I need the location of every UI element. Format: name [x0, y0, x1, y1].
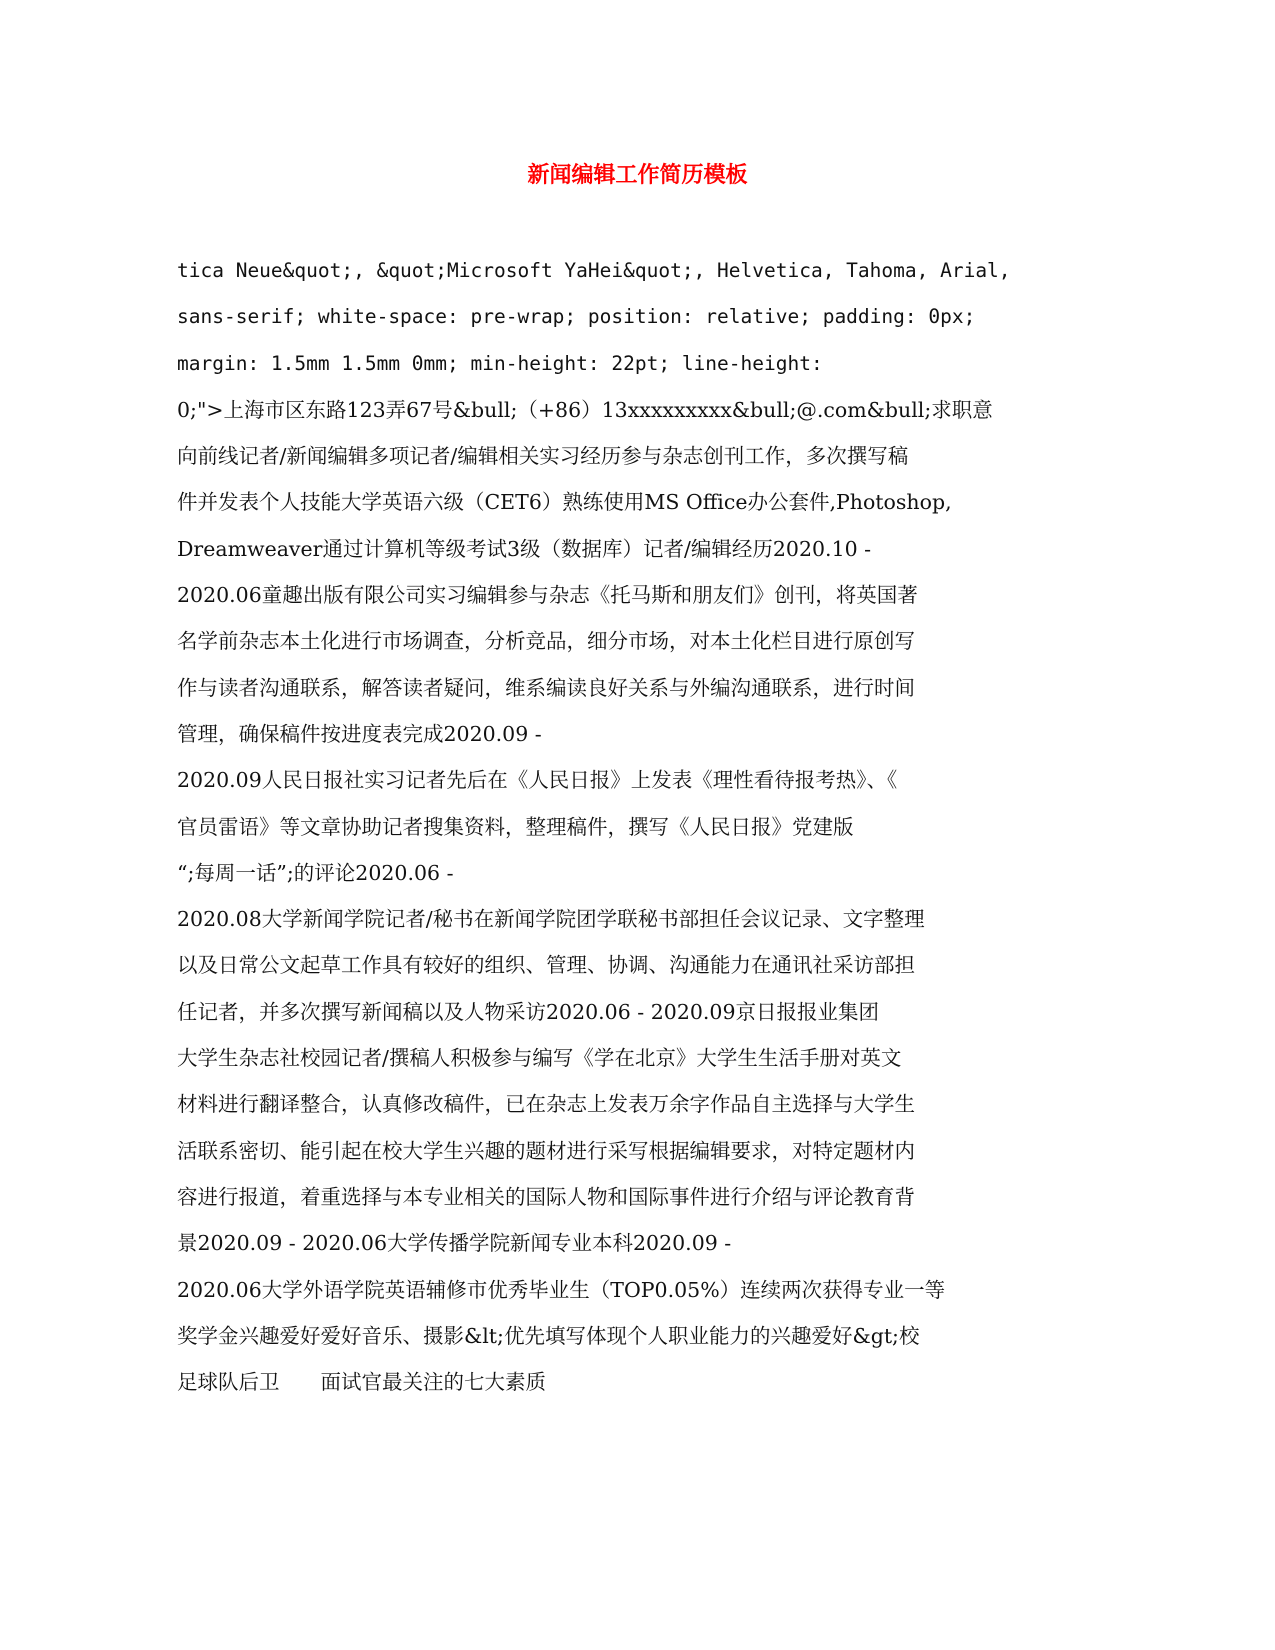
body-line: 2020.06大学外语学院英语辅修市优秀毕业生（TOP0.05%）连续两次获得专业一等 — [177, 1277, 946, 1302]
body-line: “;每周一话”;的评论2020.06 - — [177, 860, 454, 885]
body-line: Dreamweaver通过计算机等级考试3级（数据库）记者/编辑经历2020.10 - — [177, 536, 872, 561]
body-line: 官员雷语》等文章协助记者搜集资料，整理稿件，撰写《人民日报》党建版 — [177, 814, 854, 839]
body-line: 2020.08大学新闻学院记者/秘书在新闻学院团学联秘书部担任会议记录、文字整理 — [177, 907, 925, 932]
body-line: 大学生杂志社校园记者/撰稿人积极参与编写《学在北京》大学生生活手册对英文 — [177, 1046, 902, 1071]
body-line: 2020.09人民日报社实习记者先后在《人民日报》上发表《理性看待报考热》、《 — [177, 768, 898, 793]
body-line: 作与读者沟通联系，解答读者疑问，维系编读良好关系与外编沟通联系，进行时间 — [177, 675, 915, 700]
body-line: margin: 1.5mm 1.5mm 0mm; min-height: 22pt; line-height: — [177, 351, 823, 375]
document-body — [177, 248, 1047, 1405]
body-line: sans-serif; white-space: pre-wrap; position: relative; padding: 0px; — [177, 305, 976, 329]
body-line: 向前线记者/新闻编辑多项记者/编辑相关实习经历参与杂志创刊工作，多次撰写稿 — [177, 444, 909, 469]
document-title: 新闻编辑工作简历模板 — [527, 162, 748, 188]
body-line: 活联系密切、能引起在校大学生兴趣的题材进行采写根据编辑要求，对特定题材内 — [177, 1138, 915, 1163]
body-line: 0;">上海市区东路123弄67号&bull;（+86）13xxxxxxxxx&bull;@.com&bull;求职意 — [177, 397, 993, 422]
body-line: 2020.06童趣出版有限公司实习编辑参与杂志《托马斯和朋友们》创刊，将英国著 — [177, 583, 918, 608]
body-line: 足球队后卫 面试官最关注的七大素质 — [177, 1370, 546, 1395]
body-line: 管理，确保稿件按进度表完成2020.09 - — [177, 721, 542, 746]
body-line: 容进行报道，着重选择与本专业相关的国际人物和国际事件进行介绍与评论教育背 — [177, 1184, 915, 1209]
body-line: 任记者，并多次撰写新闻稿以及人物采访2020.06 - 2020.09京日报报业集团 — [177, 999, 880, 1024]
body-line: tica Neue&quot;, &quot;Microsoft YaHei&quot;, Helvetica, Tahoma, Arial, — [177, 259, 1011, 282]
body-line: 景2020.09 - 2020.06大学传播学院新闻专业本科2020.09 - — [177, 1231, 732, 1256]
body-line: 以及日常公文起草工作具有较好的组织、管理、协调、沟通能力在通讯社采访部担 — [177, 953, 915, 978]
body-line: 材料进行翻译整合，认真修改稿件，已在杂志上发表万余字作品自主选择与大学生 — [177, 1092, 915, 1117]
body-line: 奖学金兴趣爱好爱好音乐、摄影&lt;优先填写体现个人职业能力的兴趣爱好&gt;校 — [177, 1323, 920, 1348]
body-line: 名学前杂志本土化进行市场调查，分析竞品，细分市场，对本土化栏目进行原创写 — [177, 629, 915, 654]
body-line: 件并发表个人技能大学英语六级（CET6）熟练使用MS Office办公套件,Photoshop, — [177, 490, 952, 515]
